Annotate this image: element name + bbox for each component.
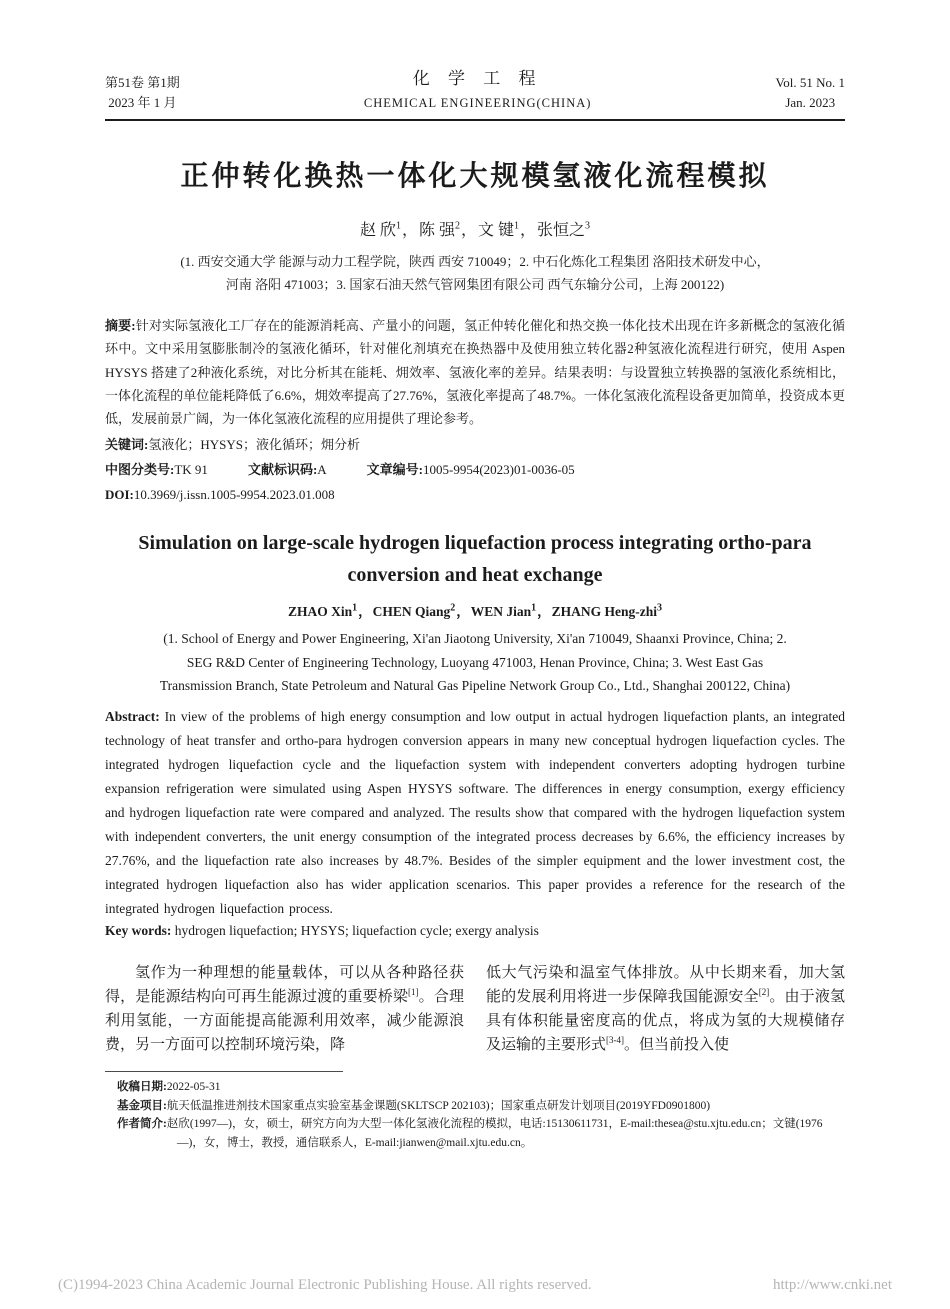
footnote-label: 基金项目: xyxy=(117,1099,167,1112)
clc-number xyxy=(105,462,208,477)
keywords-en xyxy=(105,923,845,939)
abstract-en xyxy=(105,705,845,921)
cnki-footer xyxy=(58,1277,892,1294)
keywords-cn-label: 关键词: xyxy=(105,436,149,452)
abstract-cn-text: 针对实际氢液化工厂存在的能源消耗高、产量小的问题，氢正仲转化催化和热交换一体化技术出现在许多新概念的氢液化循环中。文中采用氢膨胀制冷的氢液化循环，针对催化剂填充在换热器中及使用独立转化器2种氢液化流程进行研究，使用 Aspen HYSYS 搭建了2种液化系统，对比分析其在能耗、㶲效率、氢液化率的差异。结果表明：与设置独立转换器的氢液化系统相比，一体化流程的单位能耗降低了6.6%，㶲效率提高了27.76%，氢液化率提高了48.7%。一体化氢液化流程设备更加简单，投资成本更低，发展前景广阔，为一体化氢液化流程的应用提供了理论参考。 xyxy=(105,317,845,427)
abstract-cn xyxy=(105,314,845,431)
author-affiliation-sup: 1 xyxy=(352,602,358,614)
footnote-text: 2022-05-31 xyxy=(166,1080,221,1093)
abstract-cn-label: 摘要: xyxy=(105,317,136,333)
author-name: 张恒之 xyxy=(537,222,586,240)
author-name: 文 键 xyxy=(478,222,515,240)
author-separator: ， xyxy=(358,603,372,619)
footnote-label: 收稿日期: xyxy=(117,1080,167,1093)
body-text-segment: 。但当前投入使 xyxy=(624,1036,730,1053)
abstract-en-label: Abstract: xyxy=(105,708,160,724)
body-text-segment: 。合理利用氢能，一方面能提高能源利用效率，减少能源浪费，另一方面可以控制环境污染，降 xyxy=(105,988,464,1053)
issue-date-en: Jan. 2023 xyxy=(785,94,836,110)
authors-en xyxy=(105,600,845,620)
issue-date-cn: 2023 年 1 月 xyxy=(108,94,177,110)
authors-cn xyxy=(105,217,845,240)
author-en xyxy=(471,604,536,619)
footnote-label: 作者简介: xyxy=(117,1118,167,1131)
doi-value: 10.3969/j.issn.1005-9954.2023.01.008 xyxy=(133,487,335,503)
abstract-en-text: In view of the problems of high energy consumption and low output in actual hydrogen liquefaction plants, an integrated technology of heat transfer and ortho-para hydrogen conversion appears in many new conceptual hydrogen liquefaction cycles. The integrated hydrogen liquefaction cycle and the liquefaction system with independent converters adopting hydrogen turbine expansion refrigeration were simulated using Aspen HYSYS software. The differences in energy consumption, exergy efficiency and hydrogen liquefaction rate were compared and analyzed. The results show that compared with the hydrogen liquefaction system with independent converters, the unit energy consumption of the integrated process decreases by 6.6%, the efficiency increases by 27.76%, and the liquefaction rate also increases by 48.7%. Besides of the simpler equipment and the lower investment cost, the integrated hydrogen liquefaction also has wider application scenarios. This paper provides a reference for the research of the integrated hydrogen liquefaction process. xyxy=(105,708,845,916)
footnote-author-bio xyxy=(105,1115,845,1152)
paper-title-en: Simulation on large-scale hydrogen liquefaction process integrating ortho-para conversion and heat exchange xyxy=(138,531,812,586)
author-affiliation-sup: 1 xyxy=(531,602,537,614)
header-issue-block-en xyxy=(776,73,845,112)
author-separator: ， xyxy=(520,222,537,240)
author-cn xyxy=(419,222,460,239)
journal-title-en: CHEMICAL ENGINEERING(CHINA) xyxy=(363,95,592,110)
author-affiliation-sup: 2 xyxy=(450,602,456,614)
affiliation-line: 河南 洛阳 471003；3. 国家石油天然气管网集团有限公司 西气东输分公司，上海 200122) xyxy=(225,277,725,292)
author-affiliation-sup: 3 xyxy=(657,602,663,614)
author-en xyxy=(288,604,357,619)
footnote-text: 航天低温推进剂技术国家重点实验室基金课题(SKLTSCP 202103)；国家重点研发计划项目(2019YFD0901800) xyxy=(166,1099,711,1112)
author-affiliation-sup: 1 xyxy=(514,220,520,232)
author-cn xyxy=(360,222,401,239)
citation-ref: [2] xyxy=(758,986,770,997)
author-separator: ， xyxy=(537,603,551,619)
keywords-en-label: Key words: xyxy=(105,922,172,938)
journal-title-block xyxy=(364,66,592,112)
affiliations-en: (1. School of Energy and Power Engineering, Xi'an Jiaotong University, Xi'an 710049, Shaanxi Province, China; 2. SEG R&D Center of Engineering Technology, Luoyang 471003, Henan Province, China; 3. West East Gas Transmission Branch, State Petroleum and Natural Gas Pipeline Network Group Co., Ltd., Shanghai 200122, China) xyxy=(159,630,791,694)
author-separator: ， xyxy=(460,222,477,240)
article-id-value: 1005-9954(2023)01-0036-05 xyxy=(423,462,575,478)
author-name: WEN Jian xyxy=(470,603,532,619)
body-text xyxy=(105,961,845,1057)
paper-title-cn: 正仲转化换热一体化大规模氢液化流程模拟 xyxy=(180,161,770,193)
article-id xyxy=(367,462,575,477)
clc-label: 中图分类号: xyxy=(105,462,175,478)
author-cn xyxy=(478,222,519,239)
doc-code-value: A xyxy=(317,462,327,478)
body-paragraph-right xyxy=(486,961,845,1057)
citation-ref: [3-4] xyxy=(606,1034,625,1045)
footnote-text: 赵欣(1997—)，女，硕士，研究方向为大型一体化氢液化流程的模拟，电话:15130611731，E-mail:thesea@stu.xjtu.edu.cn；文键(1976—)，女，博士，教授，通信联系人，E-mail:jianwen@mail.xjtu.edu.cn。 xyxy=(166,1118,823,1149)
journal-header xyxy=(105,66,845,121)
author-affiliation-sup: 3 xyxy=(585,220,591,232)
author-en xyxy=(373,604,456,619)
clc-value: TK 91 xyxy=(174,462,208,478)
issue-volume-en: Vol. 51 No. 1 xyxy=(775,75,845,91)
author-separator: ， xyxy=(456,603,470,619)
author-affiliation-sup: 1 xyxy=(395,220,401,232)
author-name: CHEN Qiang xyxy=(372,603,451,619)
copyright-text: (C)1994-2023 China Academic Journal Electronic Publishing House. All rights reserved. xyxy=(58,1277,592,1293)
cnki-url: http://www.cnki.net xyxy=(772,1277,892,1293)
author-name: 陈 强 xyxy=(418,222,455,240)
keywords-en-text: hydrogen liquefaction; HYSYS; liquefaction cycle; exergy analysis xyxy=(174,922,539,938)
footnote-received-date xyxy=(105,1078,845,1097)
author-name: ZHANG Heng-zhi xyxy=(551,603,658,619)
body-text-segment: 氢作为一种理想的能量载体，可以从各种路径获得，是能源结构向可再生能源过渡的重要桥梁 xyxy=(105,964,464,1005)
header-issue-block-cn xyxy=(105,73,180,112)
body-text-segment: 低大气污染和温室气体排放。从中长期来看，加大氢能的发展利用将进一步保障我国能源安全 xyxy=(486,964,845,1005)
author-name: 赵 欣 xyxy=(359,222,396,240)
author-cn xyxy=(537,222,590,239)
body-text-segment: 。由于液氢具有体积能量密度高的优点，将成为氢的大规模储存及运输的主要形式 xyxy=(486,988,845,1053)
author-affiliation-sup: 2 xyxy=(454,220,460,232)
affiliations-cn xyxy=(105,251,845,297)
footnote-funding xyxy=(105,1097,845,1116)
author-en xyxy=(552,604,662,619)
citation-ref: [1] xyxy=(408,986,419,997)
keywords-cn xyxy=(105,433,845,456)
document-code xyxy=(248,462,327,477)
doc-code-label: 文献标识码: xyxy=(247,462,318,478)
body-paragraph-left xyxy=(105,961,464,1057)
issue-volume-cn: 第51卷 第1期 xyxy=(105,75,180,91)
chinese-meta-block xyxy=(105,314,845,507)
classification-line xyxy=(105,458,845,481)
footnotes xyxy=(105,1071,845,1153)
article-id-label: 文章编号: xyxy=(366,462,424,478)
author-separator: ， xyxy=(401,222,418,240)
keywords-cn-text: 氢液化；HYSYS；液化循环；㶲分析 xyxy=(148,436,360,452)
doi-label: DOI: xyxy=(105,487,134,503)
doi-line xyxy=(105,483,845,506)
journal-title-cn: 化 学 工 程 xyxy=(412,69,543,88)
footnote-divider xyxy=(105,1071,343,1072)
affiliation-line: (1. 西安交通大学 能源与动力工程学院，陕西 西安 710049；2. 中石化炼化工程集团 洛阳技术研发中心， xyxy=(180,254,770,270)
author-name: ZHAO Xin xyxy=(287,603,353,619)
